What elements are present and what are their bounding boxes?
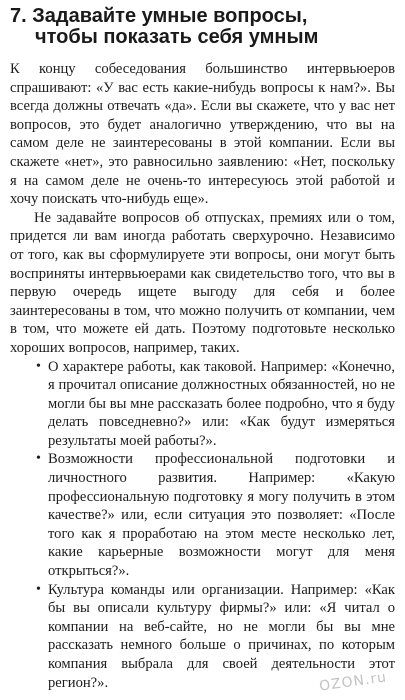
body-text: [10, 60, 395, 695]
paragraph-advice: Не задавайте вопросов об отпусках, премиях или о том, придется ли вам иногда работать сверхурочно. Независимо от того, как вы сформулируете эти вопросы, они могут быть восприняты интервьюерами как свидетельство того, что вы в первую очередь ищете выгоду для себя и более заинтересованы в том, что можно получить от компании, чем в том, что можете ей дать. Поэтому подготовьте несколько хороших вопросов, например, таких.: [10, 209, 395, 356]
list-item: [36, 358, 395, 451]
bullet-icon: •: [36, 358, 41, 374]
section-heading-line1: 7. Задавайте умные вопросы,: [10, 5, 308, 27]
list-item-text: О характере работы, как таковой. Например: «Конечно, я прочитал описание должностных обязанностей, но не могли бы вы мне рассказать более подробно, что я буду делать повседневно?» или: «Как будут измеряться результаты моей работы?».: [48, 358, 395, 449]
section-heading-line2: чтобы показать себя умным: [35, 26, 319, 48]
list-item-text: Возможности профессиональной подготовки и личностного развития. Например: «Какую профессиональную подготовку я могу получить в этом качестве?» или, если ситуация это позволяет: «После того как я проработаю на этом месте несколько лет, какие карьерные возможности могут для меня открыться?».: [48, 451, 395, 580]
list-item-text: Культура команды или организации. Например: «Как бы вы описали культуру фирмы?» или: «Я читал о компании на веб-сайте, но не могли бы вы мне рассказать немного больше о причинах, по которым компания выбрала для своей деятельности этот регион?».: [48, 581, 395, 691]
paragraph-intro: К концу собеседования большинство интервьюеров спрашивают: «У вас есть какие-нибудь вопросы к нам?». Вы всегда должны отвечать «да». Если вы скажете, что у вас нет вопросов, это будет аналогично утверждению, что вы на самом деле не заинтересованы в этой компании. Если вы скажете «нет», это равносильно заявлению: «Нет, поскольку я на самом деле не очень-то интересуюсь этой работой и хочу поискать что-нибудь еще».: [10, 61, 395, 208]
bullet-icon: •: [36, 581, 41, 597]
section-heading: [10, 6, 395, 48]
list-item: [36, 450, 395, 580]
question-list: [10, 358, 395, 693]
ozon-watermark: OZON.ru: [318, 669, 388, 695]
bullet-icon: •: [36, 451, 41, 467]
